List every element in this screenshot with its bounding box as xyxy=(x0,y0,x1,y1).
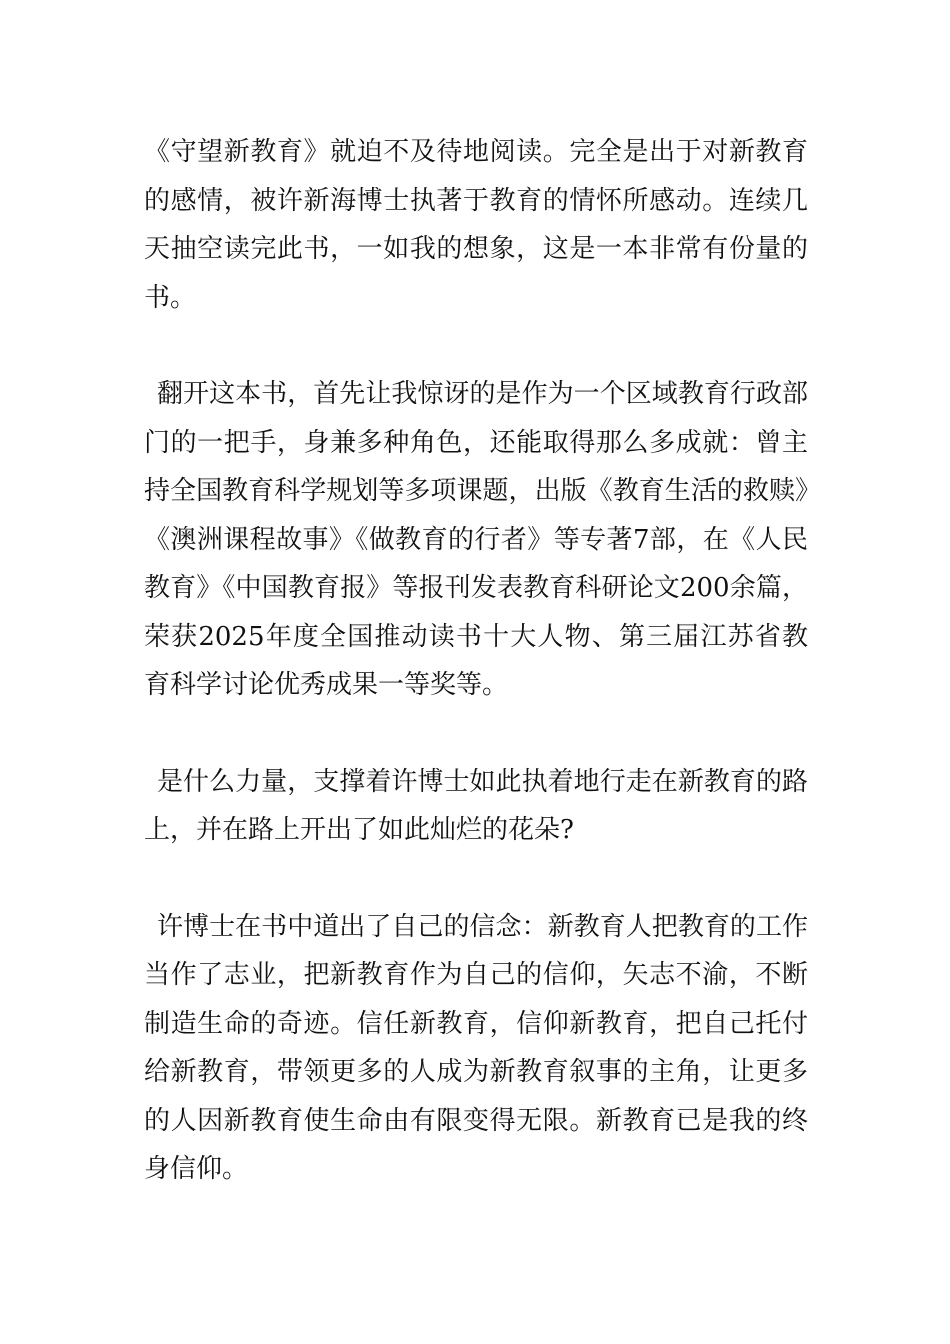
document-body xyxy=(144,128,808,1194)
paragraph-spacer xyxy=(144,855,808,903)
paragraph-4: 许博士在书中道出了自己的信念：新教育人把教育的工作当作了志业，把新教育作为自己的信仰，矢志不渝，不断制造生命的奇迹。信任新教育，信仰新教育，把自己托付给新教育，带领更多的人成为新教育叙事的主角，让更多的人因新教育使生命由有限变得无限。新教育已是我的终身信仰。 xyxy=(144,911,808,1184)
paragraph-spacer xyxy=(144,710,808,758)
paragraph-3: 是什么力量，支撑着许博士如此执着地行走在新教育的路上，并在路上开出了如此灿烂的花朵? xyxy=(144,766,808,845)
paragraph-1: 《守望新教育》就迫不及待地阅读。完全是出于对新教育的感情，被许新海博士执著于教育的情怀所感动。连续几天抽空读完此书，一如我的想象，这是一本非常有份量的书。 xyxy=(144,137,808,313)
paragraph-2: 翻开这本书，首先让我惊讶的是作为一个区域教育行政部门的一把手，身兼多种角色，还能取得那么多成就：曾主持全国教育科学规划等多项课题，出版《教育生活的救赎》《澳洲课程故事》《做教育的行者》等专著7部，在《人民教育》《中国教育报》等报刊发表教育科研论文200余篇，荣获2025年度全国推动读书十大人物、第三届江苏省教育科学讨论优秀成果一等奖等。 xyxy=(144,379,808,700)
paragraph-spacer xyxy=(144,322,808,370)
